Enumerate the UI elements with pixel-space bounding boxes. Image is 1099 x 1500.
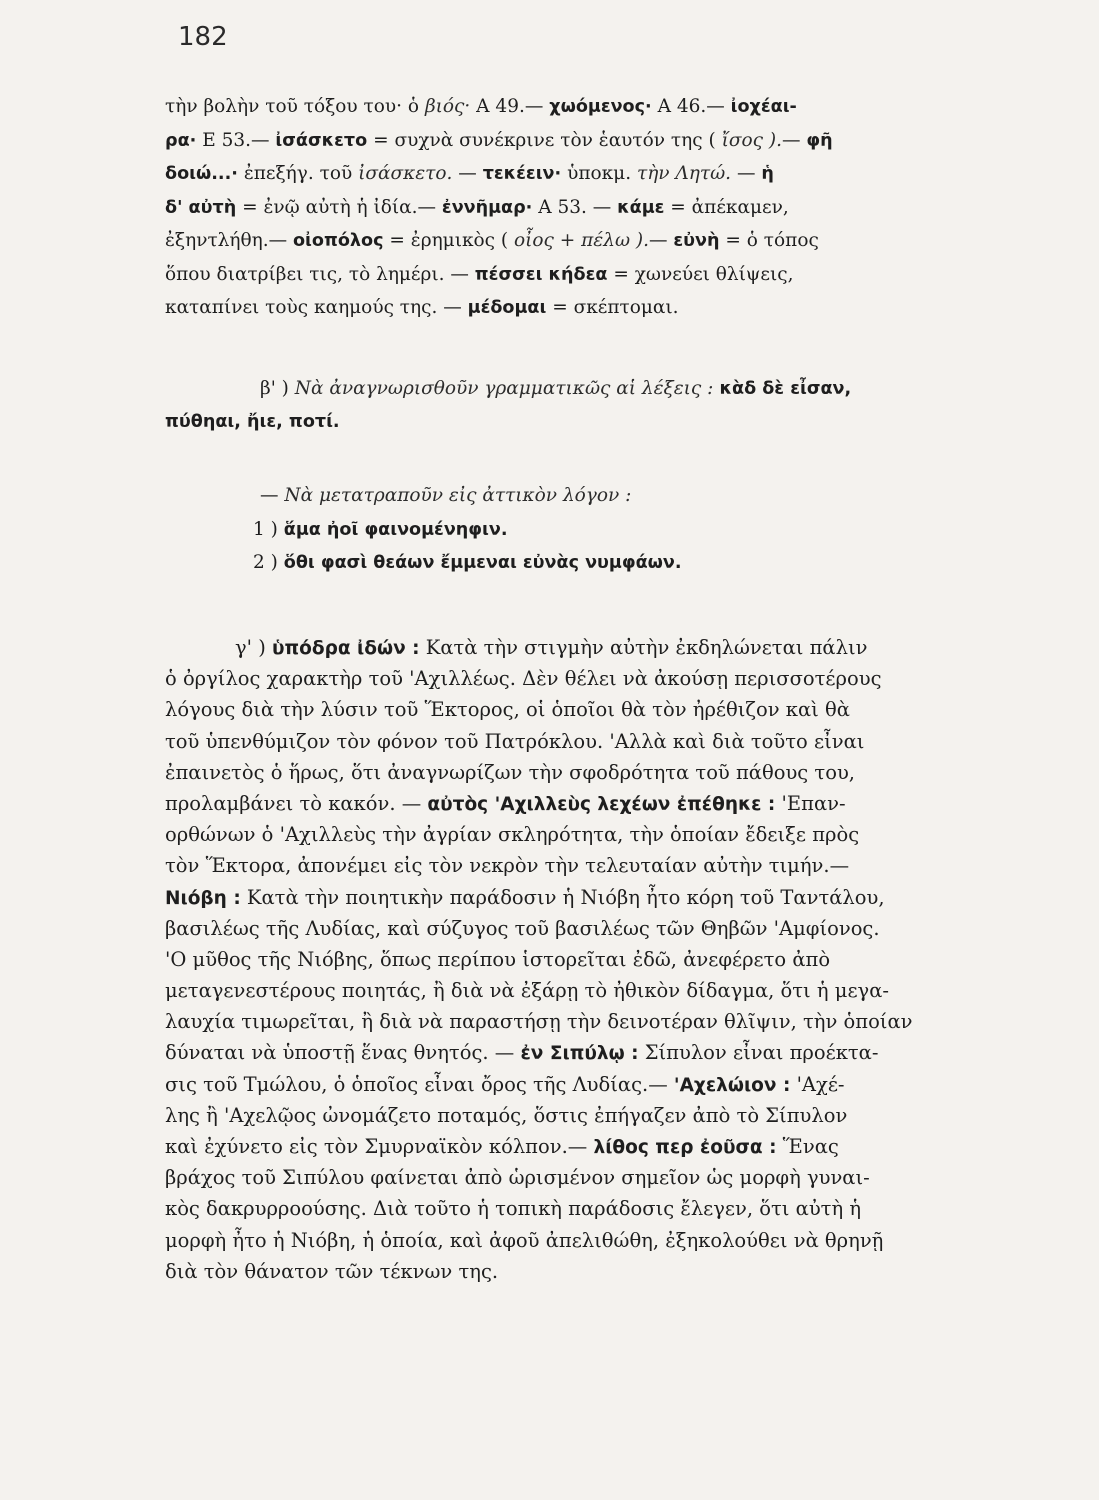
body-line [165,1259,1030,1293]
text: δοιώ...· ἐπεξήγ. τοῦ ἰσάσκετο. — τεκέειν· ὑποκμ. τὴν Λητώ. — ἡ [165,163,774,184]
body-line [165,1072,1030,1106]
text: κὸς δακρυρροούσης. Διὰ τοῦτο ἡ τοπικὴ παράδοσις ἔλεγεν, ὅτι αὐτὴ ἡ [165,1197,862,1221]
body-line [165,916,1030,950]
body-line [165,1043,1030,1074]
notes-line [165,129,1030,166]
body-line [165,1012,1030,1043]
text: 'Ο μῦθος τῆς Νιόβης, ὅπως περίπου ἱστορεῖται ἐδῶ, ἀνεφέρετο ἀπὸ [165,947,831,971]
text: βασιλέως τῆς Λυδίας, καὶ σύζυγος τοῦ βασιλέως τῶν Θηβῶν 'Αμφίονος. [165,916,880,940]
body-line [165,885,1030,919]
body-line [165,1137,1030,1168]
page-number: 182 [178,22,228,52]
body-line [165,638,1030,669]
text: ρα· Ε 53.— ἰσάσκετο = συχνὰ συνέκρινε τὸν ἑαυτόν της ( ἴσος ).— φῆ [165,129,833,151]
text: πύθηαι, ἤιε, ποτί. [165,411,340,432]
text: διὰ τὸν θάνατον τῶν τέκνων της. [165,1259,499,1283]
text: καὶ ἐχύνετο εἰς τὸν Σμυρναϊκὸν κόλπον.— λίθος περ ἐοῦσα : Ἕνας [165,1135,839,1158]
exercise-translate [165,487,1030,588]
text: 1 ) ἅμα ἠοῖ φαινομένηφιν. [253,518,508,540]
notes-line [165,98,1030,132]
body-line [165,947,1030,981]
text: ὁ ὀργίλος χαρακτὴρ τοῦ 'Αχιλλέως. Δὲν θέλει νὰ ἀκούσῃ περισσοτέρους [165,667,882,691]
text: — Νὰ μετατραποῦν εἰς ἀττικὸν λόγον : [260,485,632,506]
text: δύναται νὰ ὑποστῇ ἕνας θνητός. — ἐν Σιπύλῳ : Σίπυλον εἶναι προέκτα- [165,1041,879,1065]
body-line [165,729,1030,763]
exercise-b [165,380,1030,447]
text: β' ) Νὰ ἀναγνωρισθοῦν γραμματικῶς αἱ λέξεις : κὰδ δὲ εἶσαν, [260,378,852,399]
notes-line [165,196,1030,233]
list-item [165,518,1030,555]
text: Νιόβη : Κατὰ τὴν ποιητικὴν παράδοσιν ἡ Νιόβη ἦτο κόρη τοῦ Ταντάλου, [165,885,885,909]
notes-line [165,232,1030,266]
text: λαυχία τιμωρεῖται, ἢ διὰ νὰ παραστήσῃ τὴν δεινοτέραν θλῖψιν, τὴν ὁποίαν [165,1010,913,1034]
text: μεταγενεστέρους ποιητάς, ἢ διὰ νὰ ἐξάρῃ τὸ ἠθικὸν δίδαγμα, ὅτι ἡ μεγα- [165,979,889,1003]
exercise-words [165,411,1030,448]
exercise-heading [165,487,1030,521]
text: γ' ) ὑπόδρα ἰδών : Κατὰ τὴν στιγμὴν αὐτὴν ἐκδηλώνεται πάλιν [235,636,868,659]
text: ορθώνων ὁ 'Αχιλλεὺς τὴν ἀγρίαν σκληρότητα, τὴν ὁποίαν ἔδειξε πρὸς [165,823,860,847]
text: καταπίνει τοὺς καημούς της. — μέδομαι = σκέπτομαι. [165,297,679,318]
text: βράχος τοῦ Σιπύλου φαίνεται ἀπὸ ὡρισμένον σημεῖον ὡς μορφὴ γυναι- [165,1166,870,1190]
text: τὴν βολὴν τοῦ τόξου του· ὁ βιός· Α 49.— χωόμενος· Α 46.— ἰοχέαι- [165,96,797,117]
text: 2 ) ὅθι φασὶ θεάων ἔμμεναι εὐνὰς νυμφάων. [253,552,682,573]
text: ἐξηντλήθη.— οἰοπόλος = ἐρημικὸς ( οἶος + πέλω ).— εὐνὴ = ὁ τόπος [165,230,819,251]
notes-line [165,299,1030,333]
commentary-notes [165,98,1030,333]
body-line [165,760,1030,794]
exercise-heading [165,380,1030,414]
text: λόγους διὰ τὴν λύσιν τοῦ Ἕκτορος, οἱ ὁποῖοι θὰ τὸν ἠρέθιζον καὶ θὰ [165,698,850,722]
body-line [165,669,1030,700]
commentary-body [165,638,1030,1293]
text: τὸν Ἕκτορα, ἀπονέμει εἰς τὸν νεκρὸν τὴν τελευταίαν αὐτὴν τιμήν.— [165,854,850,878]
list-item [165,554,1030,588]
text: προλαμβάνει τὸ κακόν. — αὐτὸς 'Αχιλλεὺς λεχέων ἐπέθηκε : 'Επαν- [165,791,846,815]
body-line [165,1228,1030,1262]
text: δ' αὐτὴ = ἐνῷ αὐτὴ ἡ ἰδία.— ἐννῆμαρ· Α 53. — κάμε = ἀπέκαμεν, [165,196,789,218]
body-line [165,1103,1030,1137]
body-line [165,791,1030,825]
body-line [165,1199,1030,1230]
body-line [165,825,1030,856]
body-line [165,856,1030,887]
text: λης ἢ 'Αχελῷος ὠνομάζετο ποταμός, ὅστις ἐπήγαζεν ἀπὸ τὸ Σίπυλον [165,1103,848,1127]
text: ὅπου διατρίβει τις, τὸ λημέρι. — πέσσει κήδεα = χωνεύει θλίψεις, [165,263,794,285]
notes-line [165,263,1030,300]
body-line [165,1168,1030,1199]
text: μορφὴ ἦτο ἡ Νιόβη, ἡ ὁποία, καὶ ἀφοῦ ἀπελιθώθη, ἐξηκολούθει νὰ θρηνῇ [165,1228,884,1252]
notes-line [165,165,1030,199]
text: ἐπαινετὸς ὁ ἥρως, ὅτι ἀναγνωρίζων τὴν σφοδρότητα τοῦ πάθους του, [165,760,856,784]
text: σις τοῦ Τμώλου, ὁ ὁποῖος εἶναι ὄρος τῆς Λυδίας.— 'Αχελώιον : 'Αχέ- [165,1072,845,1096]
text: τοῦ ὑπενθύμιζον τὸν φόνον τοῦ Πατρόκλου. 'Αλλὰ καὶ διὰ τοῦτο εἶναι [165,729,865,753]
body-line [165,700,1030,731]
body-line [165,981,1030,1012]
